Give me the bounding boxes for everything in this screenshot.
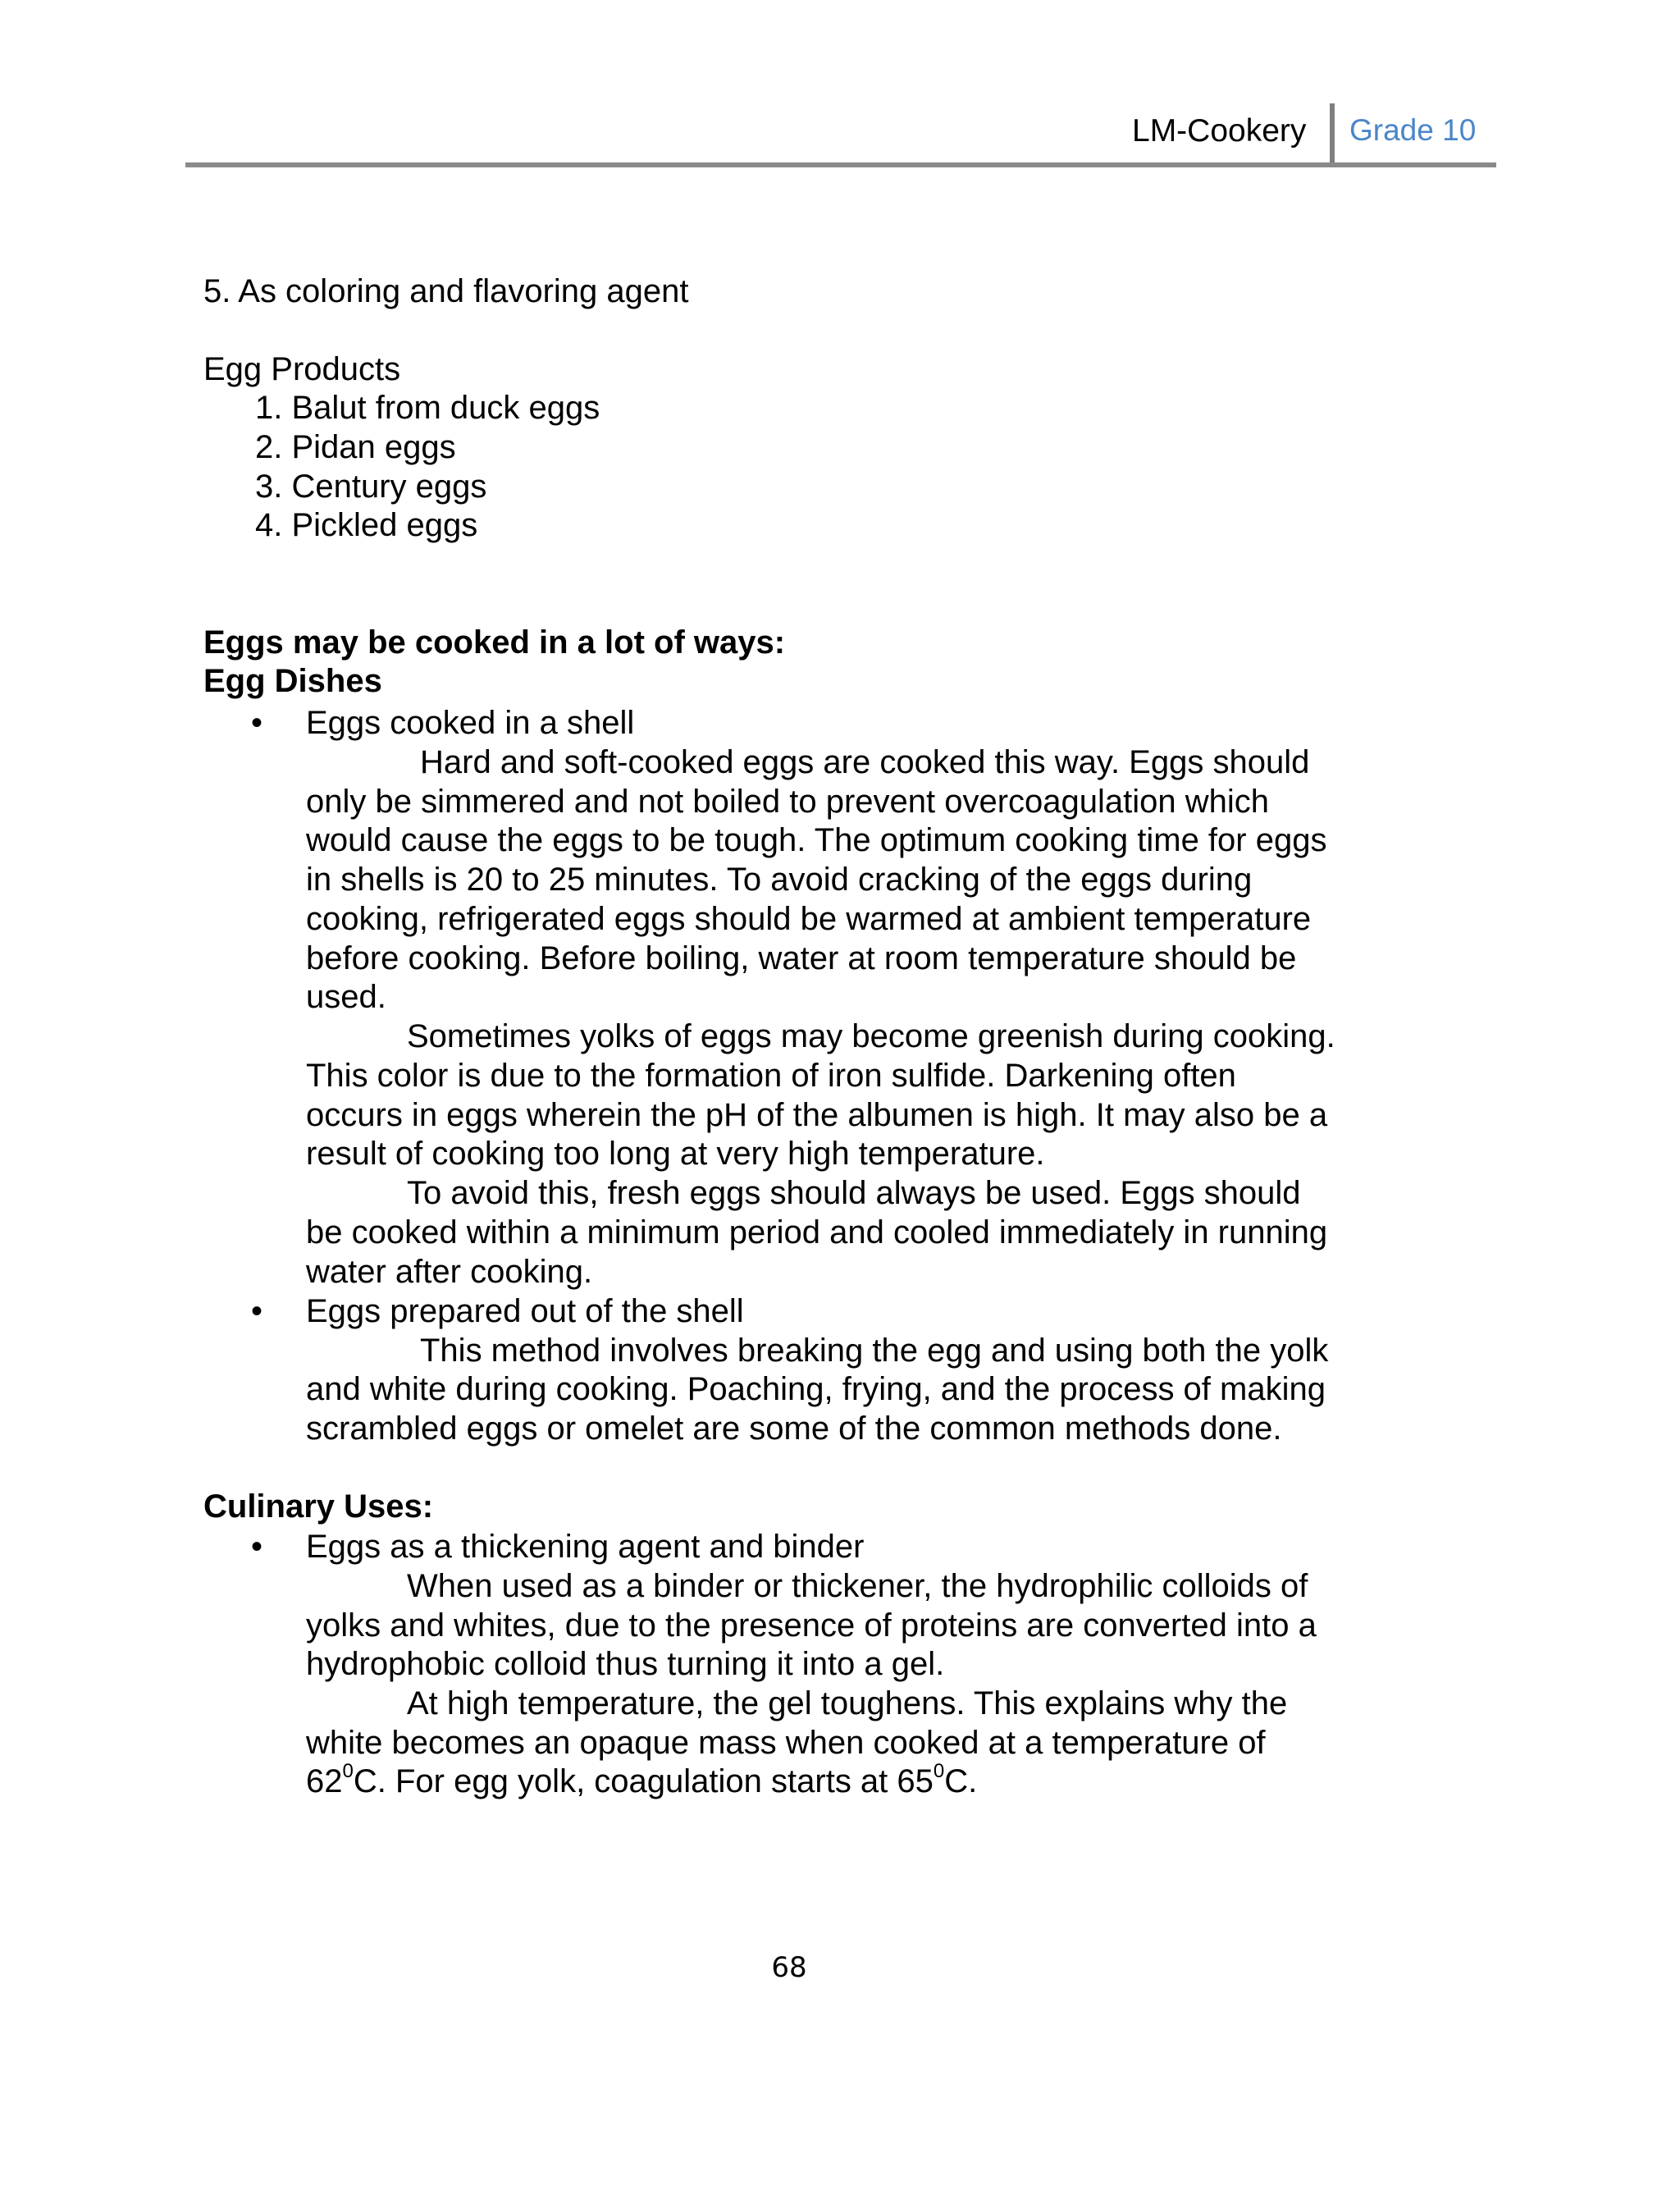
culinary-heading: Culinary Uses: [203,1488,434,1525]
egg-products-item: 1. Balut from duck eggs [255,390,600,426]
cooking-heading: Eggs may be cooked in a lot of ways: [203,624,786,661]
egg-products-item: 2. Pidan eggs [255,429,456,465]
paragraph-line: would cause the eggs to be tough. The optimum cooking time for eggs [306,822,1327,858]
paragraph-line: water after cooking. [306,1254,593,1290]
paragraph-line: This method involves breaking the egg and using both the yolk [420,1333,1329,1369]
paragraph-line: result of cooking too long at very high temperature. [306,1136,1045,1172]
paragraph-line: To avoid this, fresh eggs should always be used. Eggs should [407,1175,1301,1211]
page-number: 68 [771,1951,807,1984]
header-grade: Grade 10 [1349,113,1477,147]
temp-value: 62 [306,1763,343,1799]
header-course: LM-Cookery [1132,113,1307,149]
bullet-icon: • [251,705,263,741]
degree-superscript: 0 [933,1760,945,1782]
thickening-title: Eggs as a thickening agent and binder [306,1529,865,1565]
paragraph-line: be cooked within a minimum period and cooled immediately in running [306,1214,1328,1250]
paragraph-line: in shells is 20 to 25 minutes. To avoid cracking of the eggs during [306,862,1253,898]
egg-products-item: 3. Century eggs [255,469,487,505]
egg-products-item: 4. Pickled eggs [255,507,478,543]
paragraph-line: only be simmered and not boiled to prevent overcoagulation which [306,784,1270,820]
paragraph-line: used. [306,979,386,1015]
paragraph-line: white becomes an opaque mass when cooked at a temperature of [306,1725,1266,1761]
temp-unit: C. [944,1763,978,1799]
out-of-shell-title: Eggs prepared out of the shell [306,1293,744,1329]
paragraph-line-temperature [306,1762,977,1801]
degree-superscript: 0 [342,1760,354,1782]
paragraph-line: When used as a binder or thickener, the hydrophilic colloids of [407,1568,1308,1604]
header-rule [185,162,1496,167]
paragraph-line: scrambled eggs or omelet are some of the common methods done. [306,1410,1282,1447]
paragraph-line: before cooking. Before boiling, water at room temperature should be [306,940,1297,976]
egg-products-heading: Egg Products [203,351,401,387]
paragraph-line: At high temperature, the gel toughens. This explains why the [407,1685,1288,1721]
paragraph-line: hydrophobic colloid thus turning it into a gel. [306,1646,945,1682]
header-divider [1330,103,1335,166]
egg-dishes-subheading: Egg Dishes [203,663,382,699]
paragraph-line: Hard and soft-cooked eggs are cooked this way. Eggs should [420,744,1310,780]
intro-item: 5. As coloring and flavoring agent [203,273,689,309]
bullet-icon: • [251,1529,263,1565]
paragraph-line: cooking, refrigerated eggs should be warmed at ambient temperature [306,901,1312,937]
paragraph-line: and white during cooking. Poaching, frying, and the process of making [306,1371,1326,1407]
bullet-icon: • [251,1293,263,1329]
paragraph-line: This color is due to the formation of iron sulfide. Darkening often [306,1058,1236,1094]
paragraph-line: occurs in eggs wherein the pH of the albumen is high. It may also be a [306,1097,1328,1133]
temp-text: C. For egg yolk, coagulation starts at 65 [353,1763,934,1799]
in-shell-title: Eggs cooked in a shell [306,705,635,741]
paragraph-line: Sometimes yolks of eggs may become greenish during cooking. [407,1018,1335,1054]
paragraph-line: yolks and whites, due to the presence of proteins are converted into a [306,1607,1317,1644]
